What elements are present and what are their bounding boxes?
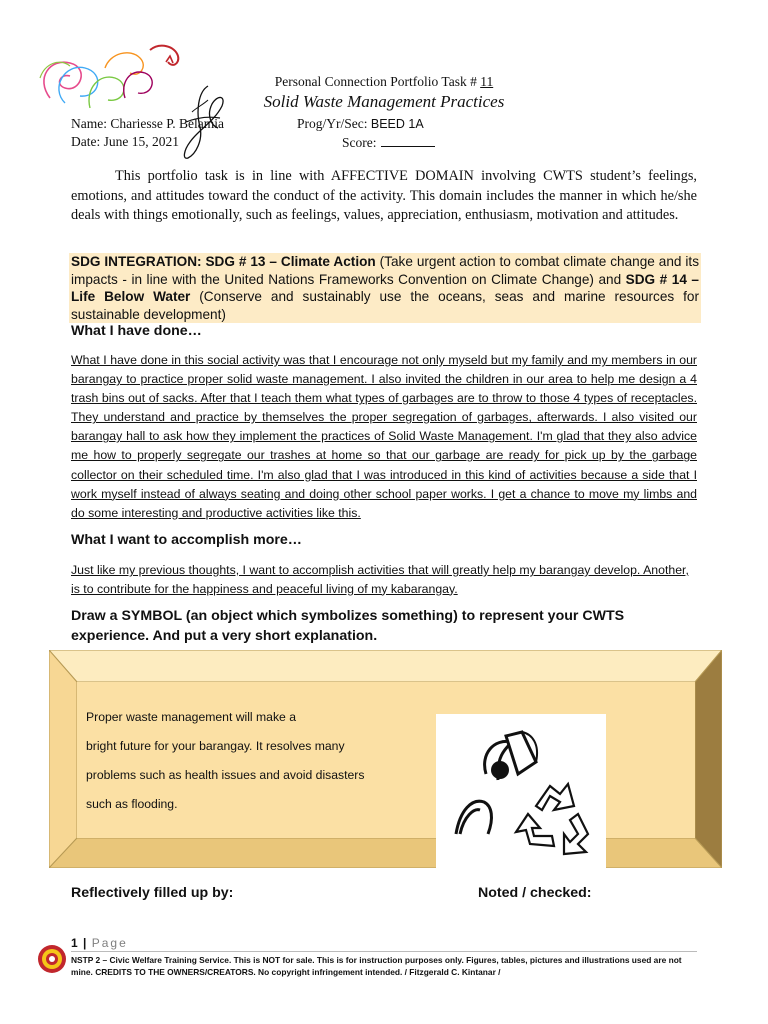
footer-disclaimer: NSTP 2 – Civic Welfare Training Service. This is NOT for sale. This is for instruction purposes only. Figures, tables, pictures and illustrations used are not mine. CREDITS TO THE OWNERS/CREATORS. No copyright infringement intended. / Fitzgerald C. Kintanar / bbox=[71, 955, 682, 977]
what-i-have-done-heading: What I have done… bbox=[71, 323, 202, 339]
what-i-have-done-text: What I have done in this social activity was that I encourage not only myseld but my family and my members in our barangay to practice proper solid waste management. I also invited the children in our area to help me design a 4 trash bins out of sacks. After that I teach them what types of garbages are to throw to those 4 types of receptacles. They understand and practice by themselves the proper segregation of garbages, afterwards. I also visited our barangay hall to ask how they implement the practices of Solid Waste Management. I'm glad that they also advice me how to properly segregate our trashes at home so that our garbage are ready for pick up by the garbage collector on their scheduled time. I'm also glad that I was introduced in this kind of activities because a side that I work myself instead of always seating and doing other school paper works. I get a chance to move my limbs and do some interesting and productive activities like this. bbox=[71, 353, 697, 520]
intro-text: This portfolio task is in line with AFFECTIVE DOMAIN involving CWTS student’s feelings, emotions, and attitudes toward the conduct of the activity. This domain includes the manner in which he/she deals with things emotionally, such as feelings, values, appreciation, enthusiasm, motivation and attitudes. bbox=[71, 168, 697, 223]
name-field bbox=[71, 116, 224, 132]
page-word: Page bbox=[91, 936, 128, 950]
name-label: Name: bbox=[71, 116, 111, 131]
intro-paragraph bbox=[71, 167, 697, 226]
footer-divider bbox=[71, 951, 697, 952]
task-line bbox=[0, 74, 768, 90]
symbol-explanation bbox=[86, 703, 386, 819]
date-label: Date: bbox=[71, 134, 104, 149]
page-title: Solid Waste Management Practices bbox=[263, 92, 505, 111]
sdg-14-label: SDG # 14 – Life Below Water bbox=[71, 271, 699, 304]
prog-field bbox=[297, 116, 424, 132]
recycle-icon bbox=[436, 714, 606, 869]
name-value: Chariesse P. Belamia bbox=[110, 116, 224, 131]
filled-by-label: Reflectively filled up by: bbox=[71, 885, 234, 901]
task-prefix: Personal Connection Portfolio Task # bbox=[274, 74, 481, 89]
date-field bbox=[71, 134, 179, 150]
nstp-seal-icon bbox=[37, 944, 67, 974]
date-value: June 15, 2021 bbox=[103, 134, 179, 149]
score-blank-line bbox=[381, 134, 435, 147]
draw-symbol-instruction: Draw a SYMBOL (an object which symbolizes something) to represent your CWTS experience. And put a very short explanation. bbox=[71, 608, 625, 644]
page-number bbox=[71, 936, 128, 950]
noted-checked-label: Noted / checked: bbox=[478, 885, 592, 901]
score-label: Score: bbox=[342, 135, 377, 150]
page-separator: | bbox=[78, 936, 92, 950]
score-field bbox=[342, 134, 435, 151]
sdg-integration-box bbox=[69, 253, 701, 323]
page-number-value: 1 bbox=[71, 936, 79, 950]
explanation-line: such as flooding. bbox=[86, 797, 178, 811]
symbol-drawing bbox=[436, 714, 606, 869]
explanation-line: Proper waste management will make a bbox=[86, 710, 296, 724]
what-i-want-heading: What I want to accomplish more… bbox=[71, 532, 302, 548]
sdg-14-text: (Conserve and sustainably use the oceans, seas and marine resources for sustainable development) bbox=[71, 289, 699, 322]
prog-label: Prog/Yr/Sec: bbox=[297, 116, 371, 131]
prog-value: BEED 1A bbox=[370, 117, 424, 131]
task-number: 11 bbox=[480, 74, 494, 89]
explanation-line: problems such as health issues and avoid disasters bbox=[86, 768, 365, 782]
sdg-13-text: (Take urgent action to combat climate change and its impacts - in line with the United Nations Frameworks Convention on Climate Change) and bbox=[71, 254, 699, 287]
explanation-line: bright future for your barangay. It resolves many bbox=[86, 739, 345, 753]
sdg-13-label: SDG INTEGRATION: SDG # 13 – Climate Action bbox=[71, 254, 376, 269]
what-i-want-text: Just like my previous thoughts, I want to accomplish activities that will greatly help my barangay develop. Another, is to contribute for the happiness and peaceful living of my kabarangay. bbox=[71, 563, 689, 596]
